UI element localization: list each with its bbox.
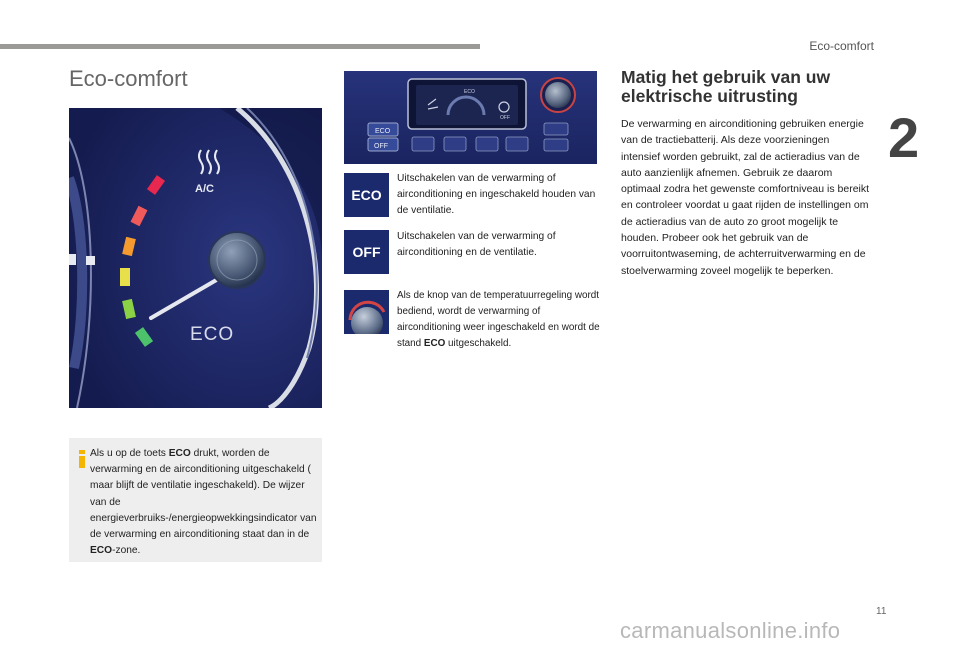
eco-zone-label: ECO <box>190 324 235 345</box>
knob-text-part: Als de knop van de temperatuurregeling wordt bediend, wordt de verwarming of airconditioning weer ingeschakeld en wordt de stand <box>397 290 600 349</box>
panel-eco-label: ECO <box>375 128 391 135</box>
panel-button-fan <box>544 123 568 135</box>
left-digit: 2 <box>69 252 77 267</box>
off-button-icon <box>344 230 389 274</box>
page-title: Eco-comfort <box>69 66 188 91</box>
left-scale-mark <box>86 256 95 265</box>
eco-button-icon <box>344 173 389 217</box>
display-off-label: OFF <box>500 115 510 121</box>
info-text-part: -zone. <box>112 545 141 557</box>
display-eco-label: ECO <box>464 89 475 95</box>
scale-segment-lightgreen <box>127 300 131 318</box>
panel-button-recirculation <box>476 137 498 151</box>
info-icon <box>77 450 87 468</box>
info-text-part: Als u op de toets <box>90 448 169 459</box>
panel-button-fan-down <box>544 139 568 151</box>
info-text-bold: ECO <box>168 448 191 459</box>
climate-control-panel-photo <box>344 71 597 164</box>
eco-description: Uitschakelen van de verwarming of airconditioning en ingeschakeld houden van de ventilatie. <box>397 173 596 216</box>
temperature-knob-icon <box>344 290 389 334</box>
knob-text-part: uitgeschakeld. <box>445 338 512 349</box>
info-text-bold: ECO <box>90 545 113 557</box>
scale-segment-orange <box>127 238 131 255</box>
header-rule <box>0 44 480 49</box>
running-head: Eco-comfort <box>809 39 874 53</box>
off-icon-label: OFF <box>352 244 381 260</box>
temperature-knob <box>545 82 571 108</box>
watermark: carmanualsonline.info <box>620 618 841 643</box>
eco-gauge-illustration <box>69 108 322 408</box>
eco-icon-label: ECO <box>351 187 382 203</box>
section-body: De verwarming en airconditioning gebruiken energie van de tractiebatterij. Als deze voorzieningen intensief worden gebruikt, zal de actieradius van de auto aanzienlijk afnemen. Gebruik ze daarom optimaal zodra het gewenste comfortniveau is bereikt en controleer voordat u gaat rijden de instellingen om de actieradius van de auto zo groot mogelijk te houden. Probeer ook het gebruik van de voorruitontwaseming, de achterruitverwarming en de stoelverwarming zoveel mogelijk te beperken. <box>621 118 870 277</box>
knob-description <box>397 288 602 352</box>
section-heading: Matig het gebruik van uw elektrische uitrusting <box>621 67 831 106</box>
panel-button-airflow <box>444 137 466 151</box>
page-number: 11 <box>876 606 887 617</box>
panel-off-label: OFF <box>374 143 388 150</box>
info-note-text <box>90 446 320 559</box>
knob-text-bold: ECO <box>423 338 446 349</box>
panel-button-front-demist <box>412 137 434 151</box>
off-description: Uitschakelen van de verwarming of airconditioning en de ventilatie. <box>397 231 556 258</box>
info-text-part: drukt, worden de verwarming en de airconditioning uitgeschakeld ( maar blijft de ventilatie ingeschakeld). De wijzer van de energieverbruiks-/energieopwekkingsindicator van de verwarming en airconditioning staat dan in de <box>90 448 317 541</box>
info-note <box>69 438 322 562</box>
panel-button-rear-demist <box>506 137 528 151</box>
chapter-number: 2 <box>888 106 920 169</box>
ac-label: A/C <box>195 183 214 195</box>
